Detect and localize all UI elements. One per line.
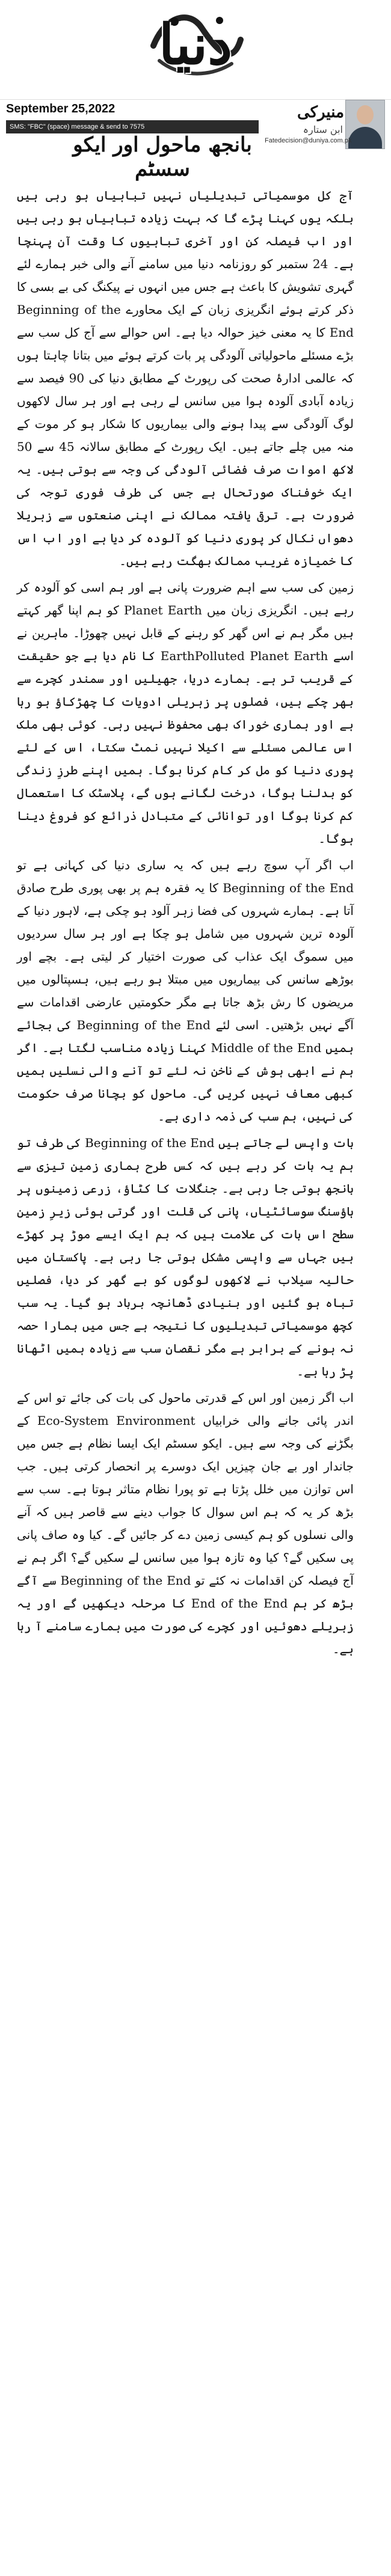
publish-date: September 25,2022 [6, 102, 115, 115]
masthead [0, 0, 391, 99]
newspaper-logo [141, 4, 250, 85]
author-name: منیرکی [297, 103, 344, 121]
article-paragraph: آج کل موسمیاتی تبدیلیاں نہیں تباہیاں ہو رہی ہیں بلکہ یوں کہنا پڑے گا کہ بہت زیادہ تباہیاں ہو رہی ہیں اور اب فیصلہ کن اور آخری تباہیوں کا وقت آن پہنچا ہے۔ 24 ستمبر کو روزنامہ دنیا میں سامنے آنے والی خبر ہمارے لئے گہری تشویش کا باعث ہے جس میں انہوں نے پیکنگ کی بے بسی کا ذکر کرتے ہوئے انگریزی زبان کے ایک محاورے Beginning of the End کا یہ معنی خیز حوالہ دیا ہے۔ اس حوالے سے آج کل سب سے بڑے مسئلے ماحولیاتی آلودگی پر بات کرتے ہوئے میں بتانا چاہتا ہوں کہ عالمی ادارۂ صحت کی رپورٹ کے مطابق دنیا کی 90 فیصد سے زیادہ آبادی آلودہ ہوا میں سانس لے رہی ہے اور ہر سال لاکھوں لوگ آلودگی سے پیدا ہونے والی بیماریوں کا شکار ہو کر موت کے منہ میں چلے جاتے ہیں۔ ایک رپورٹ کے مطابق سالانہ 45 سے 50 لاکھ اموات صرف فضائی آلودگی کی وجہ سے ہوتی ہیں۔ یہ ایک خوفناک صورتحال ہے جس کی طرف فوری توجہ کی ضرورت ہے۔ ترقی یافتہ ممالک نے اپنی صنعتوں سے زہریلا دھواں نکال کر پوری دنیا کو آلودہ کر دیا ہے اور اب اس کا خمیازہ غریب ممالک بھگت رہے ہیں۔ [17, 188, 354, 568]
columnist-tag: ابن ستارہ [303, 124, 343, 135]
article-paragraph: اب اگر زمین اور اس کے قدرتی ماحول کی بات کی جائے تو اس کے اندر پائی جانے والی خرابیاں Eco-System Environment کے بگڑنے کی وجہ سے ہیں۔ ایکو سسٹم ایک ایسا نظام ہے جس میں جاندار اور بے جان چیزیں ایک دوسرے پر انحصار کرتی ہیں۔ جب اس توازن میں خلل پڑتا ہے تو پورا نظام متاثر ہوتا ہے۔ سب سے بڑھ کر یہ کہ ہم اس سوال کا جواب دینے سے قاصر ہیں کہ آنے والی نسلوں کو ہم کیسی زمین دے کر جائیں گے۔ کیا وہ صاف پانی پی سکیں گے؟ کیا وہ تازہ ہوا میں سانس لے سکیں گے؟ اگر ہم نے آج فیصلہ کن اقدامات نہ کئے تو Beginning of the End سے آگے بڑھ کر ہم End of the End کا مرحلہ دیکھیں گے اور یہ زہریلے دھوئیں اور کچرے کی صورت میں ہمارے سامنے آ رہا ہے۔ [17, 1390, 354, 1656]
article-body [17, 180, 354, 1664]
logo-text: دنیا [158, 11, 233, 77]
article-paragraph: اب اگر آپ سوچ رہے ہیں کہ یہ ساری دنیا کی کہانی ہے تو Beginning of the End کا یہ فقرہ ہم پر بھی پوری طرح صادق آتا ہے۔ ہمارے شہروں کی فضا زہر آلود ہو چکی ہے، لاہور دنیا کے آلودہ ترین شہروں میں شامل ہو چکا ہے اور ہر سال سردیوں میں سموگ ایک عذاب کی صورت اختیار کر لیتی ہے۔ بچے اور بوڑھے سانس کی بیماریوں میں مبتلا ہو رہے ہیں، ہسپتالوں میں مریضوں کا رش بڑھ جاتا ہے مگر حکومتیں عارضی اقدامات سے آگے نہیں بڑھتیں۔ اسی لئے Beginning of the End کی بجائے ہمیں Middle of the End کہنا زیادہ مناسب لگتا ہے۔ اگر ہم نے ابھی ہوش کے ناخن نہ لئے تو آنے والی نسلیں ہمیں کبھی معاف نہیں کریں گی۔ ماحول کو بچانا صرف حکومت کی نہیں، ہم سب کی ذمہ داری ہے۔ [17, 858, 354, 1124]
article-paragraph: بات واپس لے جاتے ہیں Beginning of the End کی طرف تو ہم یہ بات کر رہے ہیں کہ کس طرح ہماری زمین تیزی سے بانجھ ہوتی جا رہی ہے۔ جنگلات کا کٹاؤ، زرعی زمینوں پر ہاؤسنگ سوسائٹیاں، پانی کی قلت اور گرتی ہوئی زیرِ زمین سطح اس بات کی علامت ہیں کہ ہم ایک ایسے موڑ پر کھڑے ہیں جہاں سے واپسی مشکل ہوتی جا رہی ہے۔ پاکستان میں حالیہ سیلاب نے لاکھوں لوگوں کو بے گھر کر دیا، فصلیں تباہ ہو گئیں اور بنیادی ڈھانچہ برباد ہو گیا۔ یہ سب کچھ موسمیاتی تبدیلیوں کا نتیجہ ہے جس میں ہمارا حصہ نہ ہونے کے برابر ہے مگر نقصان سب سے زیادہ ہمیں اٹھانا پڑ رہا ہے۔ [17, 1136, 354, 1378]
sms-banner: SMS: "FBC" (space) message & send to 7575 [6, 120, 259, 133]
article-headline: بانجھ ماحول اور ایکو سسٹم [73, 133, 252, 181]
author-email[interactable]: Fatedecision@duniya.com.pk [265, 137, 352, 144]
article-paragraph: زمین کی سب سے اہم ضرورت پانی ہے اور ہم اسی کو آلودہ کر رہے ہیں۔ انگریزی زبان میں Planet Earth کو ہم اپنا گھر کہتے ہیں مگر ہم نے اس گھر کو رہنے کے قابل نہیں چھوڑا۔ ماہرین نے اسے EarthPolluted Planet Earth کا نام دیا ہے جو حقیقت کے قریب تر ہے۔ ہمارے دریا، جھیلیں اور سمندر کچرے سے بھر چکے ہیں، فصلوں پر زہریلی ادویات کا چھڑکاؤ ہو رہا ہے اور ہماری خوراک بھی محفوظ نہیں رہی۔ کوئی بھی ملک اس عالمی مسئلے سے اکیلا نہیں نمٹ سکتا، اس کے لئے پوری دنیا کو مل کر کام کرنا ہوگا۔ ہمیں اپنے طرزِ زندگی کو بدلنا ہوگا، درخت لگانے ہوں گے، پلاسٹک کا استعمال کم کرنا ہوگا اور توانائی کے متبادل ذرائع کو فروغ دینا ہوگا۔ [17, 580, 354, 846]
